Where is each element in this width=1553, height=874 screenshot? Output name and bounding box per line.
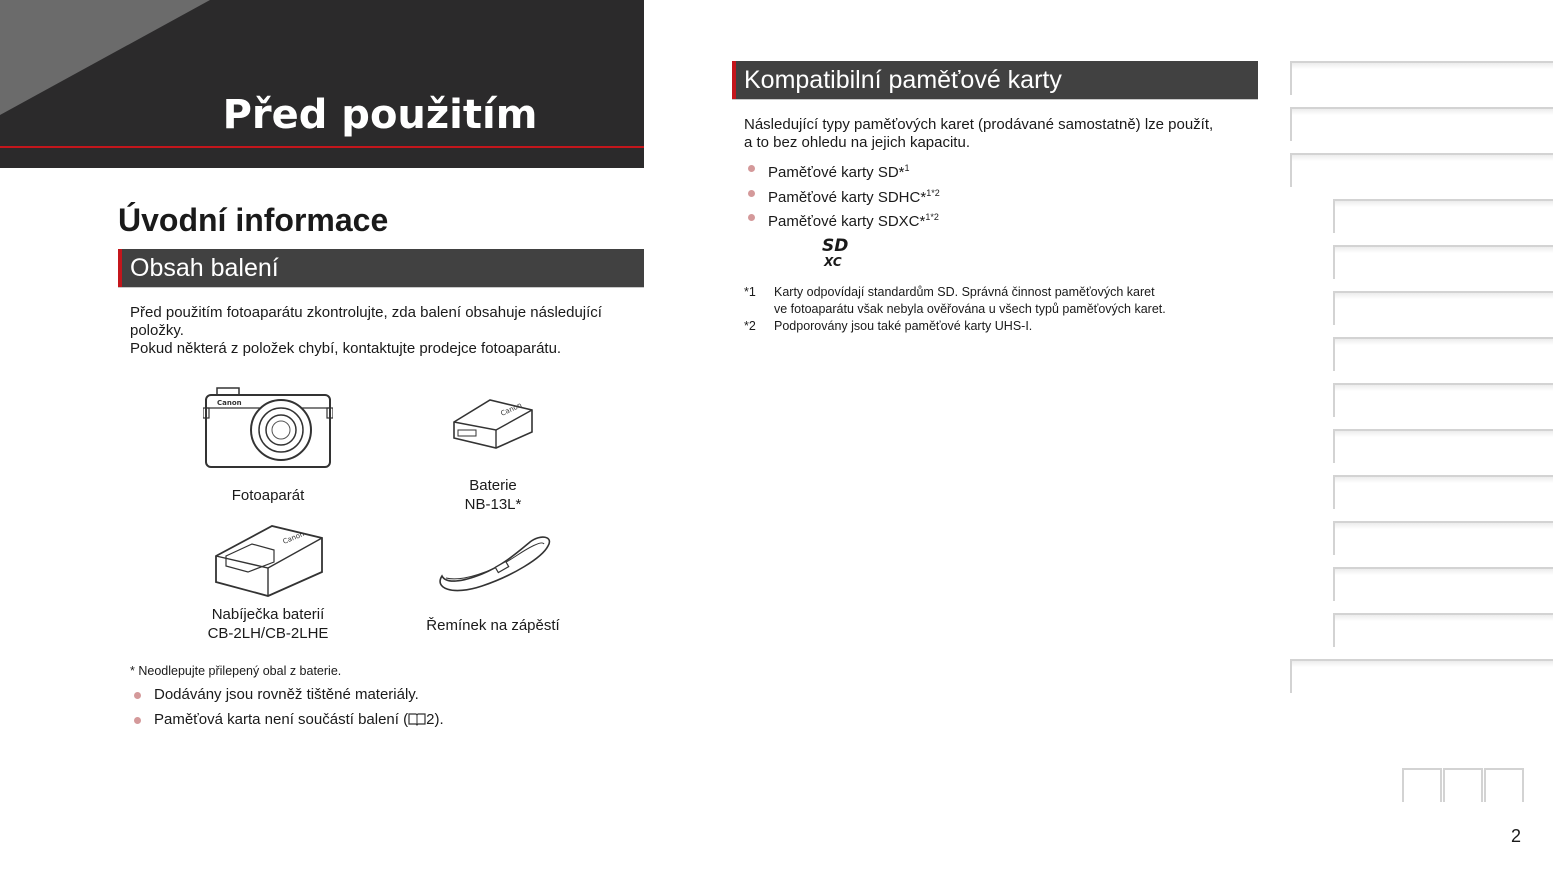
nav-subtab[interactable] — [1333, 337, 1553, 371]
section-bar-title: Kompatibilní paměťové karty — [744, 66, 1062, 94]
charger-icon — [212, 522, 326, 598]
nav-subtab[interactable] — [1333, 613, 1553, 647]
nav-tab[interactable] — [1290, 153, 1553, 187]
section-bar-compatible-cards — [732, 61, 1258, 99]
nav-tab[interactable] — [1290, 107, 1553, 141]
battery-label-line: Baterie — [469, 477, 517, 494]
bullet-memory-card — [154, 711, 444, 729]
charger-label-line: CB-2LH/CB-2LHE — [207, 625, 329, 642]
camera-icon — [203, 386, 333, 472]
nav-tab[interactable] — [1290, 61, 1553, 95]
nav-subtab[interactable] — [1333, 429, 1553, 463]
item-label-camera: Fotoaparát — [231, 487, 305, 504]
svg-text:Canon: Canon — [281, 530, 306, 546]
item-label-charger — [168, 605, 368, 643]
section-heading: Úvodní informace — [118, 202, 389, 238]
intro-line: položky. — [130, 322, 184, 339]
wrist-strap-icon — [432, 528, 554, 596]
footnote-mark-1: *1 — [744, 285, 756, 299]
footnote-line: Karty odpovídají standardům SD. Správná činnost paměťových karet — [774, 285, 1155, 299]
nav-subtab[interactable] — [1333, 245, 1553, 279]
item-label-strap: Řemínek na zápěstí — [426, 617, 560, 634]
bullet-sdhc — [768, 184, 940, 207]
footnote-1 — [774, 284, 1166, 318]
svg-text:Canon: Canon — [217, 399, 242, 407]
battery-icon — [450, 392, 536, 450]
footnote-mark: 1*2 — [926, 188, 940, 198]
bullet-memory-card-text: Paměťová karta není součástí balení ( — [154, 711, 409, 728]
svg-text:Canon: Canon — [499, 401, 524, 418]
banner-red-line — [0, 146, 644, 148]
bullet-dot — [748, 214, 755, 221]
battery-footnote: * Neodlepujte přilepený obal z baterie. — [130, 664, 342, 678]
bullet-dot — [134, 717, 141, 724]
footnote-mark-2: *2 — [744, 319, 756, 333]
bullet-sd-text: Paměťové karty SD* — [768, 164, 905, 181]
cards-paragraph-line: Následující typy paměťových karet (prodávané samostatně) lze použít, — [744, 116, 1214, 133]
charger-label-line: Nabíječka baterií — [211, 606, 325, 623]
intro-paragraph — [130, 304, 602, 358]
bullet-sd — [768, 159, 910, 182]
battery-label-line: NB-13L* — [464, 496, 522, 513]
bullet-sdxc-text: Paměťové karty SDXC* — [768, 213, 926, 230]
item-label-battery — [393, 476, 593, 514]
footnote-2: Podporovány jsou také paměťové karty UHS-I. — [774, 319, 1033, 333]
svg-text:SD: SD — [822, 236, 849, 256]
section-bar-contents — [118, 249, 644, 287]
section-bar-accent — [118, 249, 122, 287]
bullet-sdhc-text: Paměťové karty SDHC* — [768, 189, 927, 206]
nav-subtab[interactable] — [1333, 291, 1553, 325]
footnote-line: ve fotoaparátu však nebyla ověřována u všech typů paměťových karet. — [774, 302, 1166, 316]
nav-subtab[interactable] — [1333, 567, 1553, 601]
section-bar-title: Obsah balení — [130, 254, 279, 282]
divider — [732, 99, 1258, 100]
bullet-sdxc — [768, 208, 939, 231]
bullet-dot — [748, 190, 755, 197]
page-reference-link[interactable]: 2). — [426, 711, 444, 728]
svg-text:XC: XC — [824, 255, 842, 269]
header-banner — [0, 0, 644, 168]
nav-subtab[interactable] — [1333, 383, 1553, 417]
nav-subtab[interactable] — [1333, 521, 1553, 555]
sdxc-logo-icon — [818, 235, 872, 269]
bullet-dot — [748, 165, 755, 172]
page-number: 2 — [1510, 826, 1521, 846]
section-bar-accent — [732, 61, 736, 99]
book-icon[interactable] — [408, 712, 426, 726]
intro-line: Pokud některá z položek chybí, kontaktujte prodejce fotoaparátu. — [130, 340, 562, 357]
page-title: Před použitím — [222, 92, 538, 138]
bullet-dot — [134, 692, 141, 699]
divider — [118, 287, 644, 288]
intro-line: Před použitím fotoaparátu zkontrolujte, zda balení obsahuje následující — [130, 304, 602, 321]
cards-paragraph-line: a to bez ohledu na jejich kapacitu. — [744, 134, 970, 151]
nav-subtab[interactable] — [1333, 475, 1553, 509]
footnote-mark: 1*2 — [925, 212, 939, 222]
bullet-printed-materials: Dodávány jsou rovněž tištěné materiály. — [154, 686, 419, 703]
nav-subtab[interactable] — [1333, 199, 1553, 233]
nav-button-next[interactable] — [1484, 768, 1524, 802]
footnote-mark: 1 — [904, 163, 910, 173]
nav-button-back[interactable] — [1443, 768, 1483, 802]
nav-button-first[interactable] — [1402, 768, 1442, 802]
nav-tab[interactable] — [1290, 659, 1553, 693]
cards-paragraph — [744, 116, 1213, 152]
